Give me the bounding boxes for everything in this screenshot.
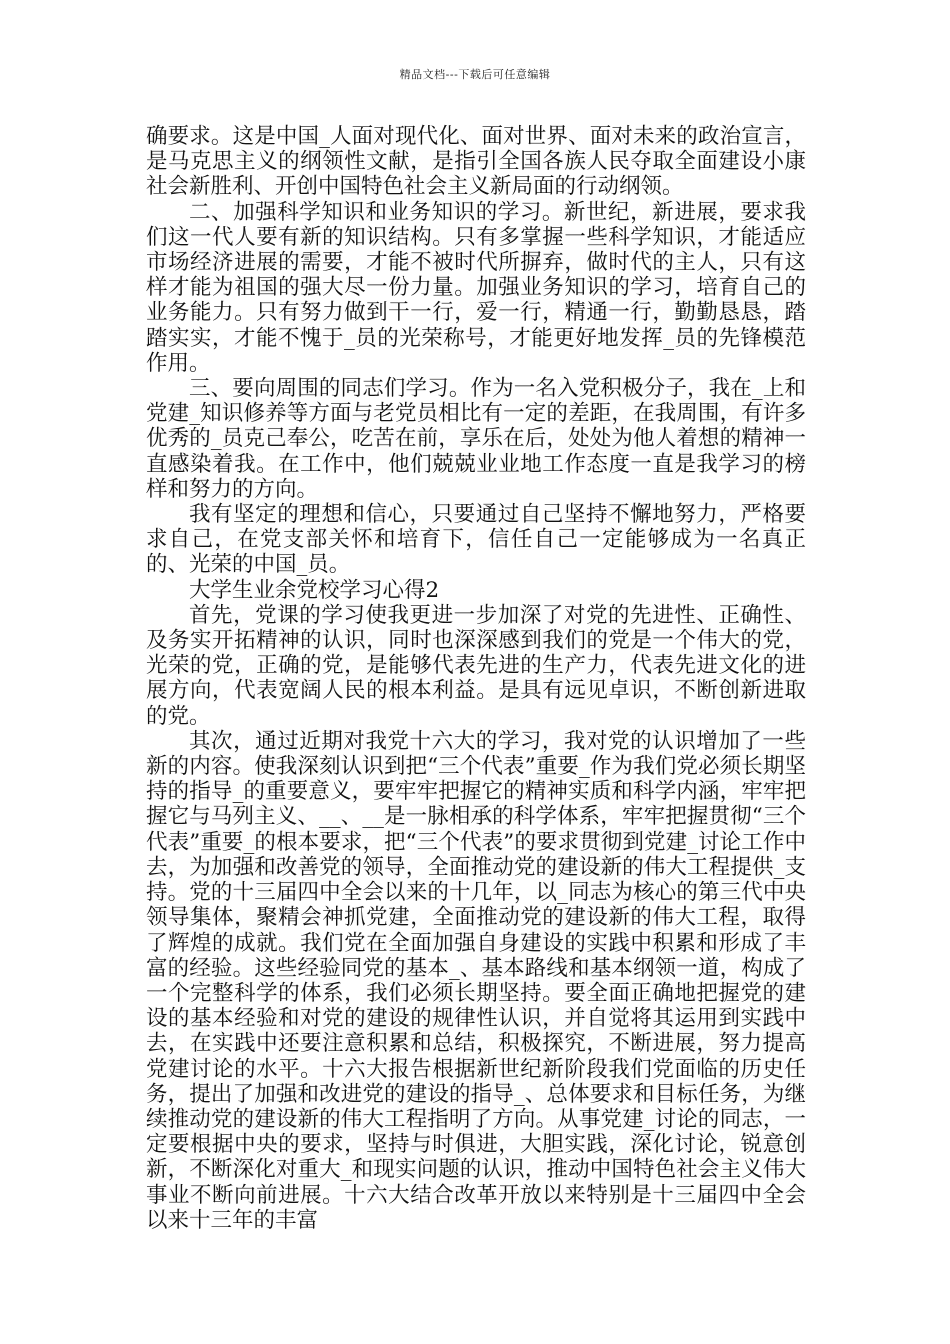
paragraph: 我有坚定的理想和信心，只要通过自己坚持不懈地努力，严格要求自己，在党支部关怀和培育下，信任自己一定能够成为一名真正的、光荣的中国_员。 — [146, 502, 806, 578]
paragraph: 三、要向周围的同志们学习。作为一名入党积极分子，我在_上和党建_知识修养等方面与老党员相比有一定的差距，在我周围，有许多优秀的_员克己奉公，吃苦在前，享乐在后，处处为他人着想的精神一直感染着我。在工作中，他们兢兢业业地工作态度一直是我学习的榜样和努力的方向。 — [146, 376, 806, 502]
paragraph: 确要求。这是中国_人面对现代化、面对世界、面对未来的政治宣言，是马克思主义的纲领性文献，是指引全国各族人民夺取全面建设小康社会新胜利、开创中国特色社会主义新局面的行动纲领。 — [146, 124, 806, 200]
paragraph: 首先，党课的学习使我更进一步加深了对党的先进性、正确性、及务实开拓精神的认识，同时也深深感到我们的党是一个伟大的党，光荣的党，正确的党，是能够代表先进的生产力，代表先进文化的进展方向，代表宽阔人民的根本利益。是具有远见卓识，不断创新进取的党。 — [146, 602, 806, 729]
paragraph: 其次，通过近期对我党十六大的学习，我对党的认识增加了一些新的内容。使我深刻认识到把“三个代表”重要_作为我们党必须长期坚持的指导_的重要意义，要牢牢把握它的精神实质和科学内涵，牢牢把握它与马列主义、__、__是一脉相承的科学体系，牢牢把握贯彻“三个代表”重要_的根本要求，把“三个代表”的要求贯彻到党建_讨论工作中去，为加强和改善党的领导，全面推动党的建设新的伟大工程提供_支持。党的十三届四中全会以来的十几年，以_同志为核心的第三代中央领导集体，聚精会神抓党建，全面推动党的建设新的伟大工程，取得了辉煌的成就。我们党在全面加强自身建设的实践中积累和形成了丰富的经验。这些经验同党的基本_、基本路线和基本纲领一道，构成了一个完整科学的体系，我们必须长期坚持。要全面正确地把握党的建设的基本经验和对党的建设的规律性认识，并自觉将其运用到实践中去，在实践中还要注意积累和总结，积极探究，不断进展，努力提高党建讨论的水平。十六大报告根据新世纪新阶段我们党面临的历史任务，提出了加强和改进党的建设的指导_、总体要求和目标任务，为继续推动党的建设新的伟大工程指明了方向。从事党建_讨论的同志，一定要根据中央的要求，坚持与时俱进，大胆实践，深化讨论，锐意创新，不断深化对重大_和现实问题的认识，推动中国特色社会主义伟大事业不断向前进展。十六大结合改革开放以来特别是十三届四中全会以来十三年的丰富 — [146, 728, 806, 1233]
paragraph: 二、加强科学知识和业务知识的学习。新世纪，新进展，要求我们这一代人要有新的知识结构。只有多掌握一些科学知识，才能适应市场经济进展的需要，才能不被时代所摒弃，做时代的主人，只有这样才能为祖国的强大尽一份力量。加强业务知识的学习，培育自己的业务能力。只有努力做到干一行，爱一行，精通一行，勤勤恳恳，踏踏实实，才能不愧于_员的光荣称号，才能更好地发挥_员的先锋模范作用。 — [146, 199, 806, 376]
page-header: 精品文档---下载后可任意编辑 — [399, 68, 551, 81]
document-body — [146, 124, 806, 1233]
section-heading: 大学生业余党校学习心得2 — [189, 577, 440, 603]
